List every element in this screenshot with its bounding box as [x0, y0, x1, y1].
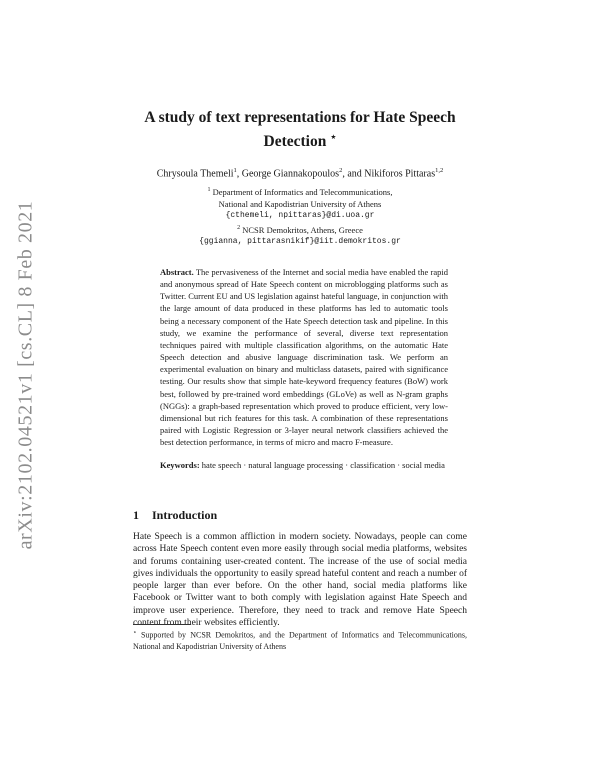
- abstract: [160, 266, 448, 472]
- author-name: Nikiforos Pittaras: [364, 168, 436, 180]
- affil-email: {cthemeli, npittaras}@di.uoa.gr: [225, 211, 375, 221]
- arxiv-identifier-stamp: [10, 190, 42, 560]
- arxiv-id-text: arXiv:2102.04521v1 [cs.CL] 8 Feb 2021: [14, 200, 37, 550]
- footnote-rule: [133, 624, 191, 625]
- affiliations: [150, 184, 450, 249]
- affil-number: 2: [237, 225, 241, 232]
- author-affil-sup: 1: [233, 167, 237, 174]
- author-name: Chrysoula Themeli: [156, 168, 234, 180]
- author-separator: ,: [236, 168, 242, 180]
- affil-line: Department of Informatics and Telecommunications,: [212, 186, 393, 197]
- affil-line: National and Kapodistrian University of Athens: [218, 199, 382, 210]
- footnote: [133, 628, 467, 652]
- section-title: Introduction: [152, 508, 218, 522]
- paper-title: [120, 108, 480, 152]
- author-affil-sup: 2: [339, 167, 343, 174]
- abstract-text: The pervasiveness of the Internet and social media have enabled the rapid and anonymous spread of Hate Speech content on microblogging platforms such as Twitter. Current EU and US legislation against hateful language, in conjunction with the large amount of data produced in these platforms has led to automatic tools being a necessary component of the Hate Speech detection task and pipeline. In this study, we examine the performance of several, diverse text representation techniques paired with multiple classification algorithms, on the automatic Hate Speech detection and abusive language discrimination task. We perform an experimental evaluation on binary and multiclass datasets, paired with significance testing. Our results show that simple hate-keyword frequency features (BoW) work best, followed by pre-trained word embeddings (GLoVe) as well as N-gram graphs (NGGs): a graph-based representation which proved to produce efficient, very low-dimensional but rich features for this task. A combination of these representations paired with Logistic Regression or 3-layer neural network classifiers achieved the best detection performance, in terms of micro and macro F-measure.: [160, 267, 448, 448]
- affil-email: {ggianna, pittarasnikif}@iit.demokritos.gr: [199, 237, 401, 247]
- section-heading: [133, 508, 217, 523]
- paper-title-text: A study of text representations for Hate Speech Detection: [144, 109, 456, 151]
- abstract-label: Abstract.: [160, 267, 194, 277]
- author-separator: , and: [342, 168, 365, 180]
- author-name: George Giannakopoulos: [241, 168, 340, 180]
- footnote-text: Supported by NCSR Demokritos, and the Department of Informatics and Telecommunications, National and Kapodistrian University of Athens: [133, 630, 468, 651]
- footnote-marker: ⋆: [133, 630, 137, 636]
- author-list: [100, 164, 500, 181]
- keywords-text: hate speech · natural language processing · classification · social media: [201, 460, 445, 471]
- author-affil-sup: 1,2: [435, 167, 444, 174]
- affil-number: 1: [207, 187, 211, 193]
- section-number: 1: [133, 508, 139, 522]
- keywords-label: Keywords:: [160, 460, 200, 471]
- affil-line: NCSR Demokritos, Athens, Greece: [242, 225, 363, 236]
- introduction-paragraph: Hate Speech is a common affliction in modern society. Nowadays, people can come across Hate Speech content even more easily through social media platforms, websites and forums containing user-created content. The increase of the use of social media gives individuals the opportunity to easily spread hateful content and reach a number of people larger than ever before. On the other hand, social media platforms like Facebook or Twitter want to both comply with legislation against Hate Speech and improve user experience. Therefore, they need to track and remove Hate Speech content from their websites efficiently.: [133, 532, 467, 629]
- title-footnote-marker: ⋆: [330, 132, 337, 143]
- introduction-body: [133, 531, 467, 629]
